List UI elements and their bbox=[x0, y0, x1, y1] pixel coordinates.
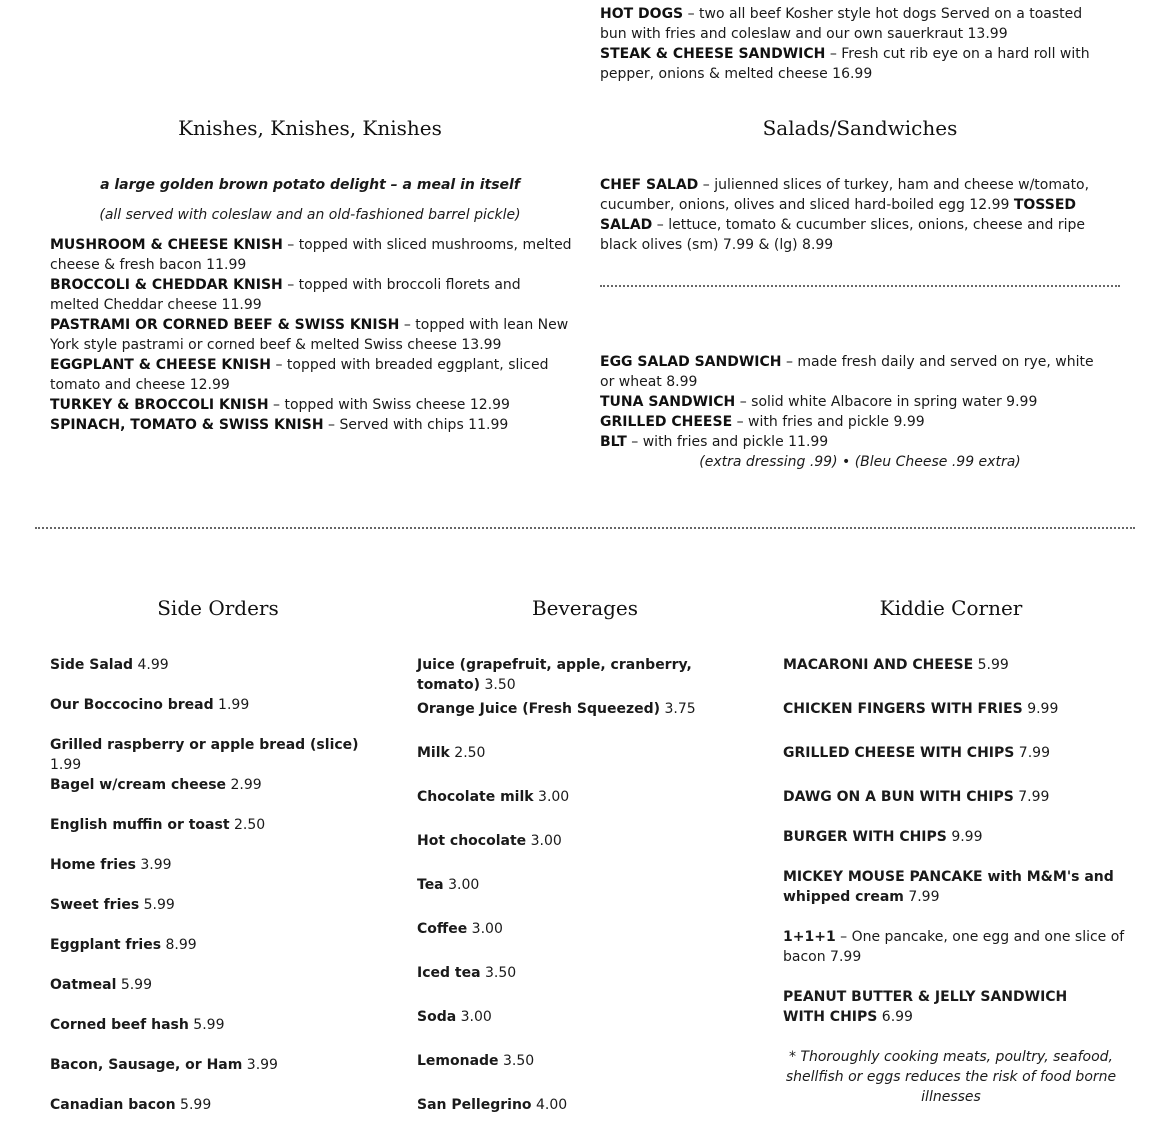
item-name: TURKEY & BROCCOLI KNISH bbox=[50, 397, 269, 413]
menu-item bbox=[600, 432, 1100, 452]
item-price: 3.50 bbox=[498, 1053, 535, 1069]
item-name: Eggplant fries bbox=[50, 937, 162, 953]
item-desc: – topped with lean New York style pastrami or corned beef & melted Swiss cheese 13.99 bbox=[50, 317, 569, 353]
item-name: Coffee bbox=[417, 921, 468, 937]
menu-item bbox=[50, 1015, 390, 1055]
item-name: PEANUT BUTTER & JELLY SANDWICH WITH CHIPS bbox=[783, 989, 1068, 1025]
item-price: 7.99 bbox=[1013, 789, 1050, 805]
item-name: EGGPLANT & CHEESE KNISH bbox=[50, 357, 271, 373]
menu-item bbox=[417, 787, 757, 831]
beverages-list bbox=[417, 655, 757, 1115]
item-name: Our Boccocino bread bbox=[50, 697, 214, 713]
knishes-note: (all served with coleslaw and an old-fashioned barrel pickle) bbox=[99, 207, 521, 223]
item-price: 5.99 bbox=[116, 977, 152, 993]
top-right-items bbox=[600, 4, 1100, 84]
menu-item bbox=[783, 927, 1128, 987]
item-name: DAWG ON A BUN WITH CHIPS bbox=[783, 789, 1014, 805]
sandwiches-list bbox=[600, 352, 1100, 452]
menu-item bbox=[50, 315, 572, 355]
knishes-heading: Knishes, Knishes, Knishes bbox=[178, 116, 442, 140]
beverages-heading: Beverages bbox=[531, 596, 639, 620]
item-name: Lemonade bbox=[417, 1053, 499, 1069]
menu-item bbox=[417, 875, 757, 919]
item-name: PASTRAMI OR CORNED BEEF & SWISS KNISH bbox=[50, 317, 400, 333]
menu-item bbox=[417, 699, 757, 743]
item-desc: – with fries and pickle 11.99 bbox=[626, 434, 829, 450]
item-name: Oatmeal bbox=[50, 977, 117, 993]
menu-item bbox=[50, 935, 390, 975]
item-desc: – Served with chips 11.99 bbox=[323, 417, 509, 433]
item-name: EGG SALAD SANDWICH bbox=[600, 354, 782, 370]
item-name: Orange Juice (Fresh Squeezed) bbox=[417, 701, 661, 717]
item-price: 3.99 bbox=[135, 857, 172, 873]
menu-item bbox=[783, 827, 1128, 867]
item-price: 3.75 bbox=[660, 701, 696, 717]
menu-item bbox=[783, 655, 1128, 699]
salads-block bbox=[600, 175, 1120, 255]
menu-item bbox=[600, 392, 1100, 412]
menu-item bbox=[417, 963, 757, 1007]
item-name: BLT bbox=[600, 434, 627, 450]
item-price: 3.00 bbox=[456, 1009, 492, 1025]
item-price: 3.00 bbox=[443, 877, 480, 893]
menu-item bbox=[50, 815, 390, 855]
item-name: Bagel w/cream cheese bbox=[50, 777, 227, 793]
item-price: 3.99 bbox=[242, 1057, 278, 1073]
menu-item bbox=[600, 175, 1120, 255]
item-desc: – topped with breaded eggplant, sliced tomato and cheese 12.99 bbox=[50, 357, 549, 393]
menu-item bbox=[783, 743, 1128, 787]
item-name: Tea bbox=[417, 877, 444, 893]
item-price: 3.00 bbox=[526, 833, 562, 849]
menu-item bbox=[50, 415, 572, 435]
item-price: 3.50 bbox=[480, 677, 516, 693]
item-name: Hot chocolate bbox=[417, 833, 527, 849]
food-safety-disclaimer: * Thoroughly cooking meats, poultry, seafood, shellfish or eggs reduces the risk of food borne illnesses bbox=[785, 1049, 1117, 1105]
kiddie-heading: Kiddie Corner bbox=[879, 596, 1023, 620]
item-name: STEAK & CHEESE SANDWICH bbox=[600, 46, 826, 62]
item-name: Iced tea bbox=[417, 965, 481, 981]
knishes-tagline: a large golden brown potato delight – a meal in itself bbox=[100, 177, 520, 193]
item-name: Juice (grapefruit, apple, cranberry, tomato) bbox=[417, 657, 692, 693]
item-name: Chocolate milk bbox=[417, 789, 534, 805]
item-desc: – lettuce, tomato & cucumber slices, onions, cheese and ripe black olives (sm) 7.99 & (lg) 8.99 bbox=[600, 217, 1086, 253]
menu-item bbox=[783, 987, 1073, 1047]
menu-item bbox=[50, 975, 390, 1015]
item-name: Soda bbox=[417, 1009, 457, 1025]
item-name: Home fries bbox=[50, 857, 136, 873]
item-price: 7.99 bbox=[1014, 745, 1050, 761]
item-name: BURGER WITH CHIPS bbox=[783, 829, 947, 845]
item-name: Canadian bacon bbox=[50, 1097, 176, 1113]
item-name: GRILLED CHEESE WITH CHIPS bbox=[783, 745, 1015, 761]
item-name: Bacon, Sausage, or Ham bbox=[50, 1057, 243, 1073]
item-price: 2.99 bbox=[226, 777, 262, 793]
menu-item bbox=[50, 735, 390, 775]
item-name: CHICKEN FINGERS WITH FRIES bbox=[783, 701, 1023, 717]
menu-item bbox=[783, 699, 1128, 743]
item-price: 9.99 bbox=[1022, 701, 1059, 717]
item-desc: – topped with Swiss cheese 12.99 bbox=[268, 397, 510, 413]
item-name: SPINACH, TOMATO & SWISS KNISH bbox=[50, 417, 324, 433]
menu-item bbox=[50, 655, 390, 695]
item-name: Sweet fries bbox=[50, 897, 140, 913]
item-desc: – Fresh cut rib eye on a hard roll with pepper, onions & melted cheese 16.99 bbox=[600, 46, 1090, 82]
menu-item bbox=[417, 1007, 757, 1051]
item-desc: – with fries and pickle 9.99 bbox=[732, 414, 925, 430]
side-orders-heading: Side Orders bbox=[157, 596, 279, 620]
item-name: CHEF SALAD bbox=[600, 177, 699, 193]
item-price: 3.00 bbox=[467, 921, 503, 937]
menu-item bbox=[417, 831, 757, 875]
divider bbox=[600, 285, 1120, 287]
menu-item bbox=[50, 775, 390, 815]
section-divider bbox=[35, 527, 1135, 529]
item-price: 4.99 bbox=[133, 657, 169, 673]
item-desc: – topped with sliced mushrooms, melted cheese & fresh bacon 11.99 bbox=[50, 237, 572, 273]
item-name: MACARONI AND CHEESE bbox=[783, 657, 974, 673]
item-desc: – made fresh daily and served on rye, white or wheat 8.99 bbox=[600, 354, 1094, 390]
item-name: English muffin or toast bbox=[50, 817, 230, 833]
item-price: 9.99 bbox=[946, 829, 983, 845]
item-price: 3.00 bbox=[533, 789, 570, 805]
extras-note: (extra dressing .99) • (Bleu Cheese .99 extra) bbox=[699, 454, 1021, 470]
item-price: 5.99 bbox=[139, 897, 175, 913]
menu-item bbox=[600, 44, 1100, 84]
item-price: 1.99 bbox=[213, 697, 250, 713]
item-price: 5.99 bbox=[188, 1017, 225, 1033]
menu-item bbox=[50, 275, 572, 315]
menu-item bbox=[600, 4, 1100, 44]
item-name: Side Salad bbox=[50, 657, 134, 673]
menu-item bbox=[50, 1055, 390, 1095]
menu-item bbox=[417, 743, 757, 787]
item-name: BROCCOLI & CHEDDAR KNISH bbox=[50, 277, 283, 293]
item-desc: – two all beef Kosher style hot dogs Served on a toasted bun with fries and coleslaw and our own sauerkraut 13.99 bbox=[600, 6, 1083, 42]
item-price: – One pancake, one egg and one slice of bacon 7.99 bbox=[783, 929, 1125, 965]
item-price: 2.50 bbox=[229, 817, 266, 833]
kiddie-list bbox=[783, 655, 1128, 1047]
item-price: 5.99 bbox=[175, 1097, 212, 1113]
menu-item bbox=[50, 895, 390, 935]
item-name: HOT DOGS bbox=[600, 6, 684, 22]
item-name: MUSHROOM & CHEESE KNISH bbox=[50, 237, 283, 253]
item-name: TOSSED SALAD bbox=[600, 197, 1077, 233]
item-name: TUNA SANDWICH bbox=[600, 394, 736, 410]
menu-item bbox=[417, 655, 757, 699]
item-price: 8.99 bbox=[161, 937, 197, 953]
side-orders-list bbox=[50, 655, 390, 1115]
item-name: San Pellegrino bbox=[417, 1097, 532, 1113]
item-desc: – topped with broccoli florets and melted Cheddar cheese 11.99 bbox=[50, 277, 521, 313]
item-name: Grilled raspberry or apple bread (slice) bbox=[50, 737, 359, 753]
item-price: 7.99 bbox=[903, 889, 940, 905]
menu-item bbox=[783, 867, 1128, 927]
item-price: 6.99 bbox=[877, 1009, 913, 1025]
item-desc: – julienned slices of turkey, ham and cheese w/tomato, cucumber, onions, olives and sliced hard-boiled egg 12.99 bbox=[600, 177, 1090, 213]
menu-item bbox=[50, 395, 572, 415]
knishes-list bbox=[50, 235, 572, 435]
item-price: 4.00 bbox=[531, 1097, 568, 1113]
item-price: 5.99 bbox=[973, 657, 1009, 673]
item-price: 1.99 bbox=[50, 757, 82, 773]
menu-item bbox=[50, 1095, 390, 1115]
item-price: 2.50 bbox=[449, 745, 486, 761]
item-price: 3.50 bbox=[480, 965, 517, 981]
item-name: Corned beef hash bbox=[50, 1017, 189, 1033]
menu-item bbox=[417, 919, 757, 963]
item-name: Milk bbox=[417, 745, 450, 761]
menu-item bbox=[50, 235, 572, 275]
menu-item bbox=[783, 787, 1128, 827]
salads-heading: Salads/Sandwiches bbox=[762, 116, 958, 140]
item-name: GRILLED CHEESE bbox=[600, 414, 733, 430]
item-name: 1+1+1 bbox=[783, 929, 836, 945]
menu-item bbox=[50, 355, 572, 395]
menu-item bbox=[50, 695, 390, 735]
menu-item bbox=[417, 1095, 757, 1115]
menu-item bbox=[600, 352, 1100, 392]
item-desc: – solid white Albacore in spring water 9.99 bbox=[735, 394, 1038, 410]
menu-item bbox=[50, 855, 390, 895]
menu-item bbox=[600, 412, 1100, 432]
item-name: MICKEY MOUSE PANCAKE with M&M's and whipped cream bbox=[783, 869, 1114, 905]
menu-item bbox=[417, 1051, 757, 1095]
